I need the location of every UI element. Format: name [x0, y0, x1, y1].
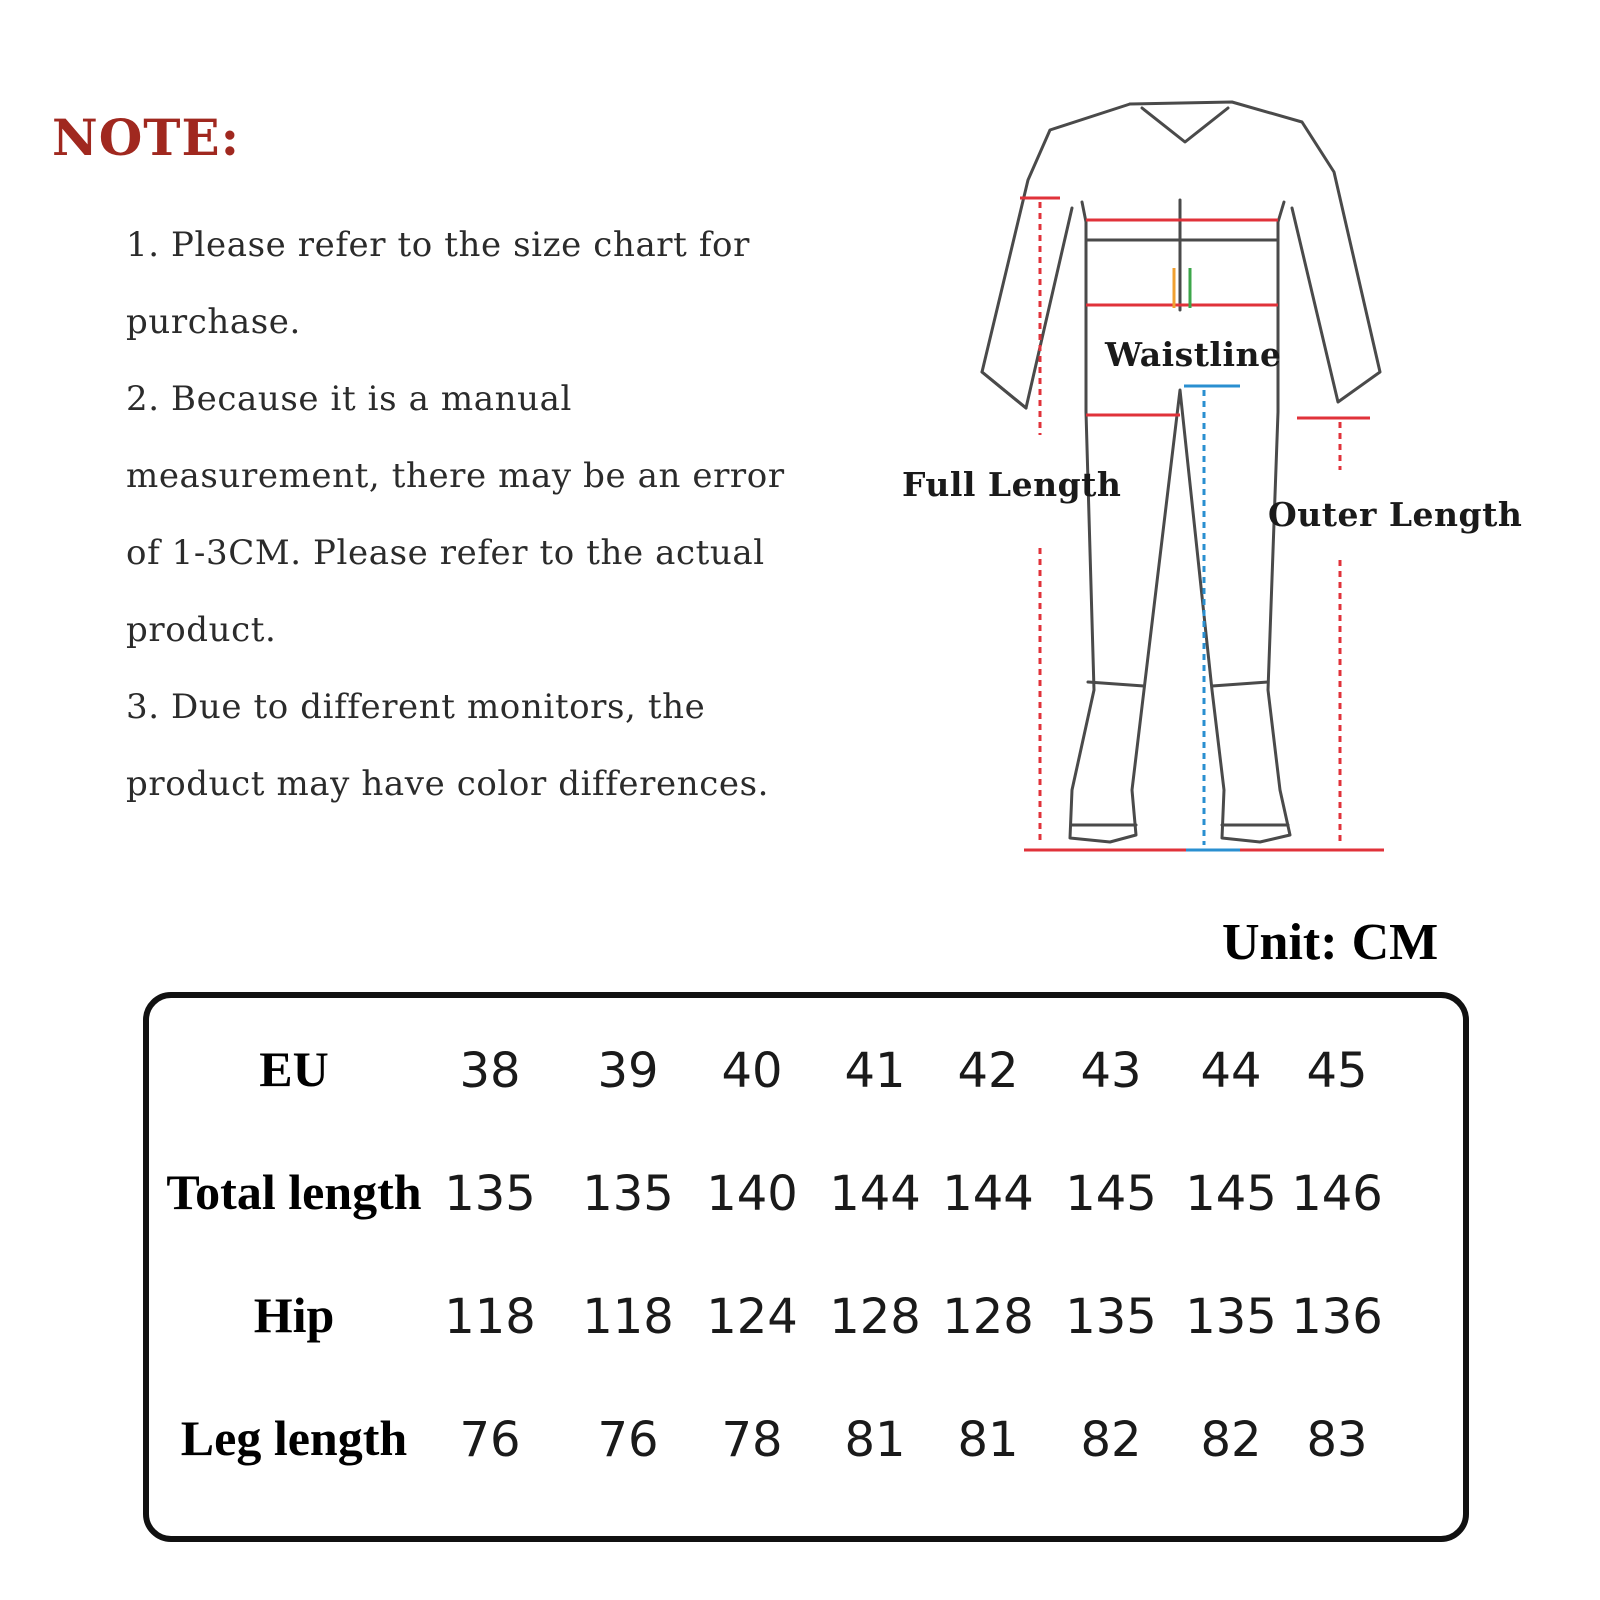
- table-cell: 43: [1080, 1043, 1142, 1099]
- table-cell: 144: [829, 1166, 921, 1222]
- table-cell: 45: [1306, 1043, 1368, 1099]
- table-cell: 135: [1185, 1289, 1277, 1345]
- unit-label-text: Unit:: [1222, 914, 1338, 971]
- table-cell: 136: [1291, 1289, 1383, 1345]
- table-cell: 78: [721, 1412, 783, 1468]
- table-cell: 118: [444, 1289, 536, 1345]
- table-cell: 128: [829, 1289, 921, 1345]
- note-title: NOTE:: [52, 108, 241, 167]
- note-line: product may have color differences.: [126, 764, 770, 804]
- table-cell: 42: [957, 1043, 1019, 1099]
- table-cell: 76: [597, 1412, 659, 1468]
- row-label-leg-length: Leg length: [180, 1410, 408, 1466]
- row-label-total-length: Total length: [166, 1164, 422, 1220]
- note-line: 1. Please refer to the size chart for: [126, 225, 750, 265]
- note-line: purchase.: [126, 302, 301, 342]
- table-cell: 38: [459, 1043, 521, 1099]
- note-line: measurement, there may be an error: [126, 456, 785, 496]
- table-cell: 118: [582, 1289, 674, 1345]
- note-line: of 1-3CM. Please refer to the actual: [126, 533, 765, 573]
- center-markers: [1174, 268, 1190, 308]
- table-cell: 76: [459, 1412, 521, 1468]
- table-cell: 128: [942, 1289, 1034, 1345]
- table-cell: 83: [1306, 1412, 1368, 1468]
- wader-measurement-diagram: [900, 90, 1540, 890]
- waistline-label: Waistline: [1105, 335, 1282, 374]
- table-cell: 135: [582, 1166, 674, 1222]
- table-cell: 41: [844, 1043, 906, 1099]
- table-cell: 82: [1200, 1412, 1262, 1468]
- row-label-eu: EU: [259, 1041, 329, 1097]
- note-line: 3. Due to different monitors, the: [126, 687, 706, 727]
- note-line: product.: [126, 610, 277, 650]
- measure-lines-blue: [1184, 386, 1240, 850]
- unit-label: [1222, 913, 1438, 972]
- table-cell: 39: [597, 1043, 659, 1099]
- row-label-hip: Hip: [253, 1287, 335, 1343]
- table-cell: 135: [444, 1166, 536, 1222]
- table-cell: 81: [844, 1412, 906, 1468]
- table-cell: 144: [942, 1166, 1034, 1222]
- table-cell: 124: [706, 1289, 798, 1345]
- table-cell: 145: [1185, 1166, 1277, 1222]
- table-cell: 82: [1080, 1412, 1142, 1468]
- outer-length-label: Outer Length: [1268, 495, 1523, 534]
- note-line: 2. Because it is a manual: [126, 379, 572, 419]
- table-cell: 135: [1065, 1289, 1157, 1345]
- full-length-label: Full Length: [902, 465, 1122, 504]
- size-table: [143, 992, 1469, 1542]
- table-cell: 145: [1065, 1166, 1157, 1222]
- table-cell: 44: [1200, 1043, 1262, 1099]
- table-cell: 140: [706, 1166, 798, 1222]
- table-cell: 81: [957, 1412, 1019, 1468]
- note-list: [126, 218, 866, 834]
- table-cell: 40: [721, 1043, 783, 1099]
- unit-value: CM: [1351, 914, 1439, 971]
- table-cell: 146: [1291, 1166, 1383, 1222]
